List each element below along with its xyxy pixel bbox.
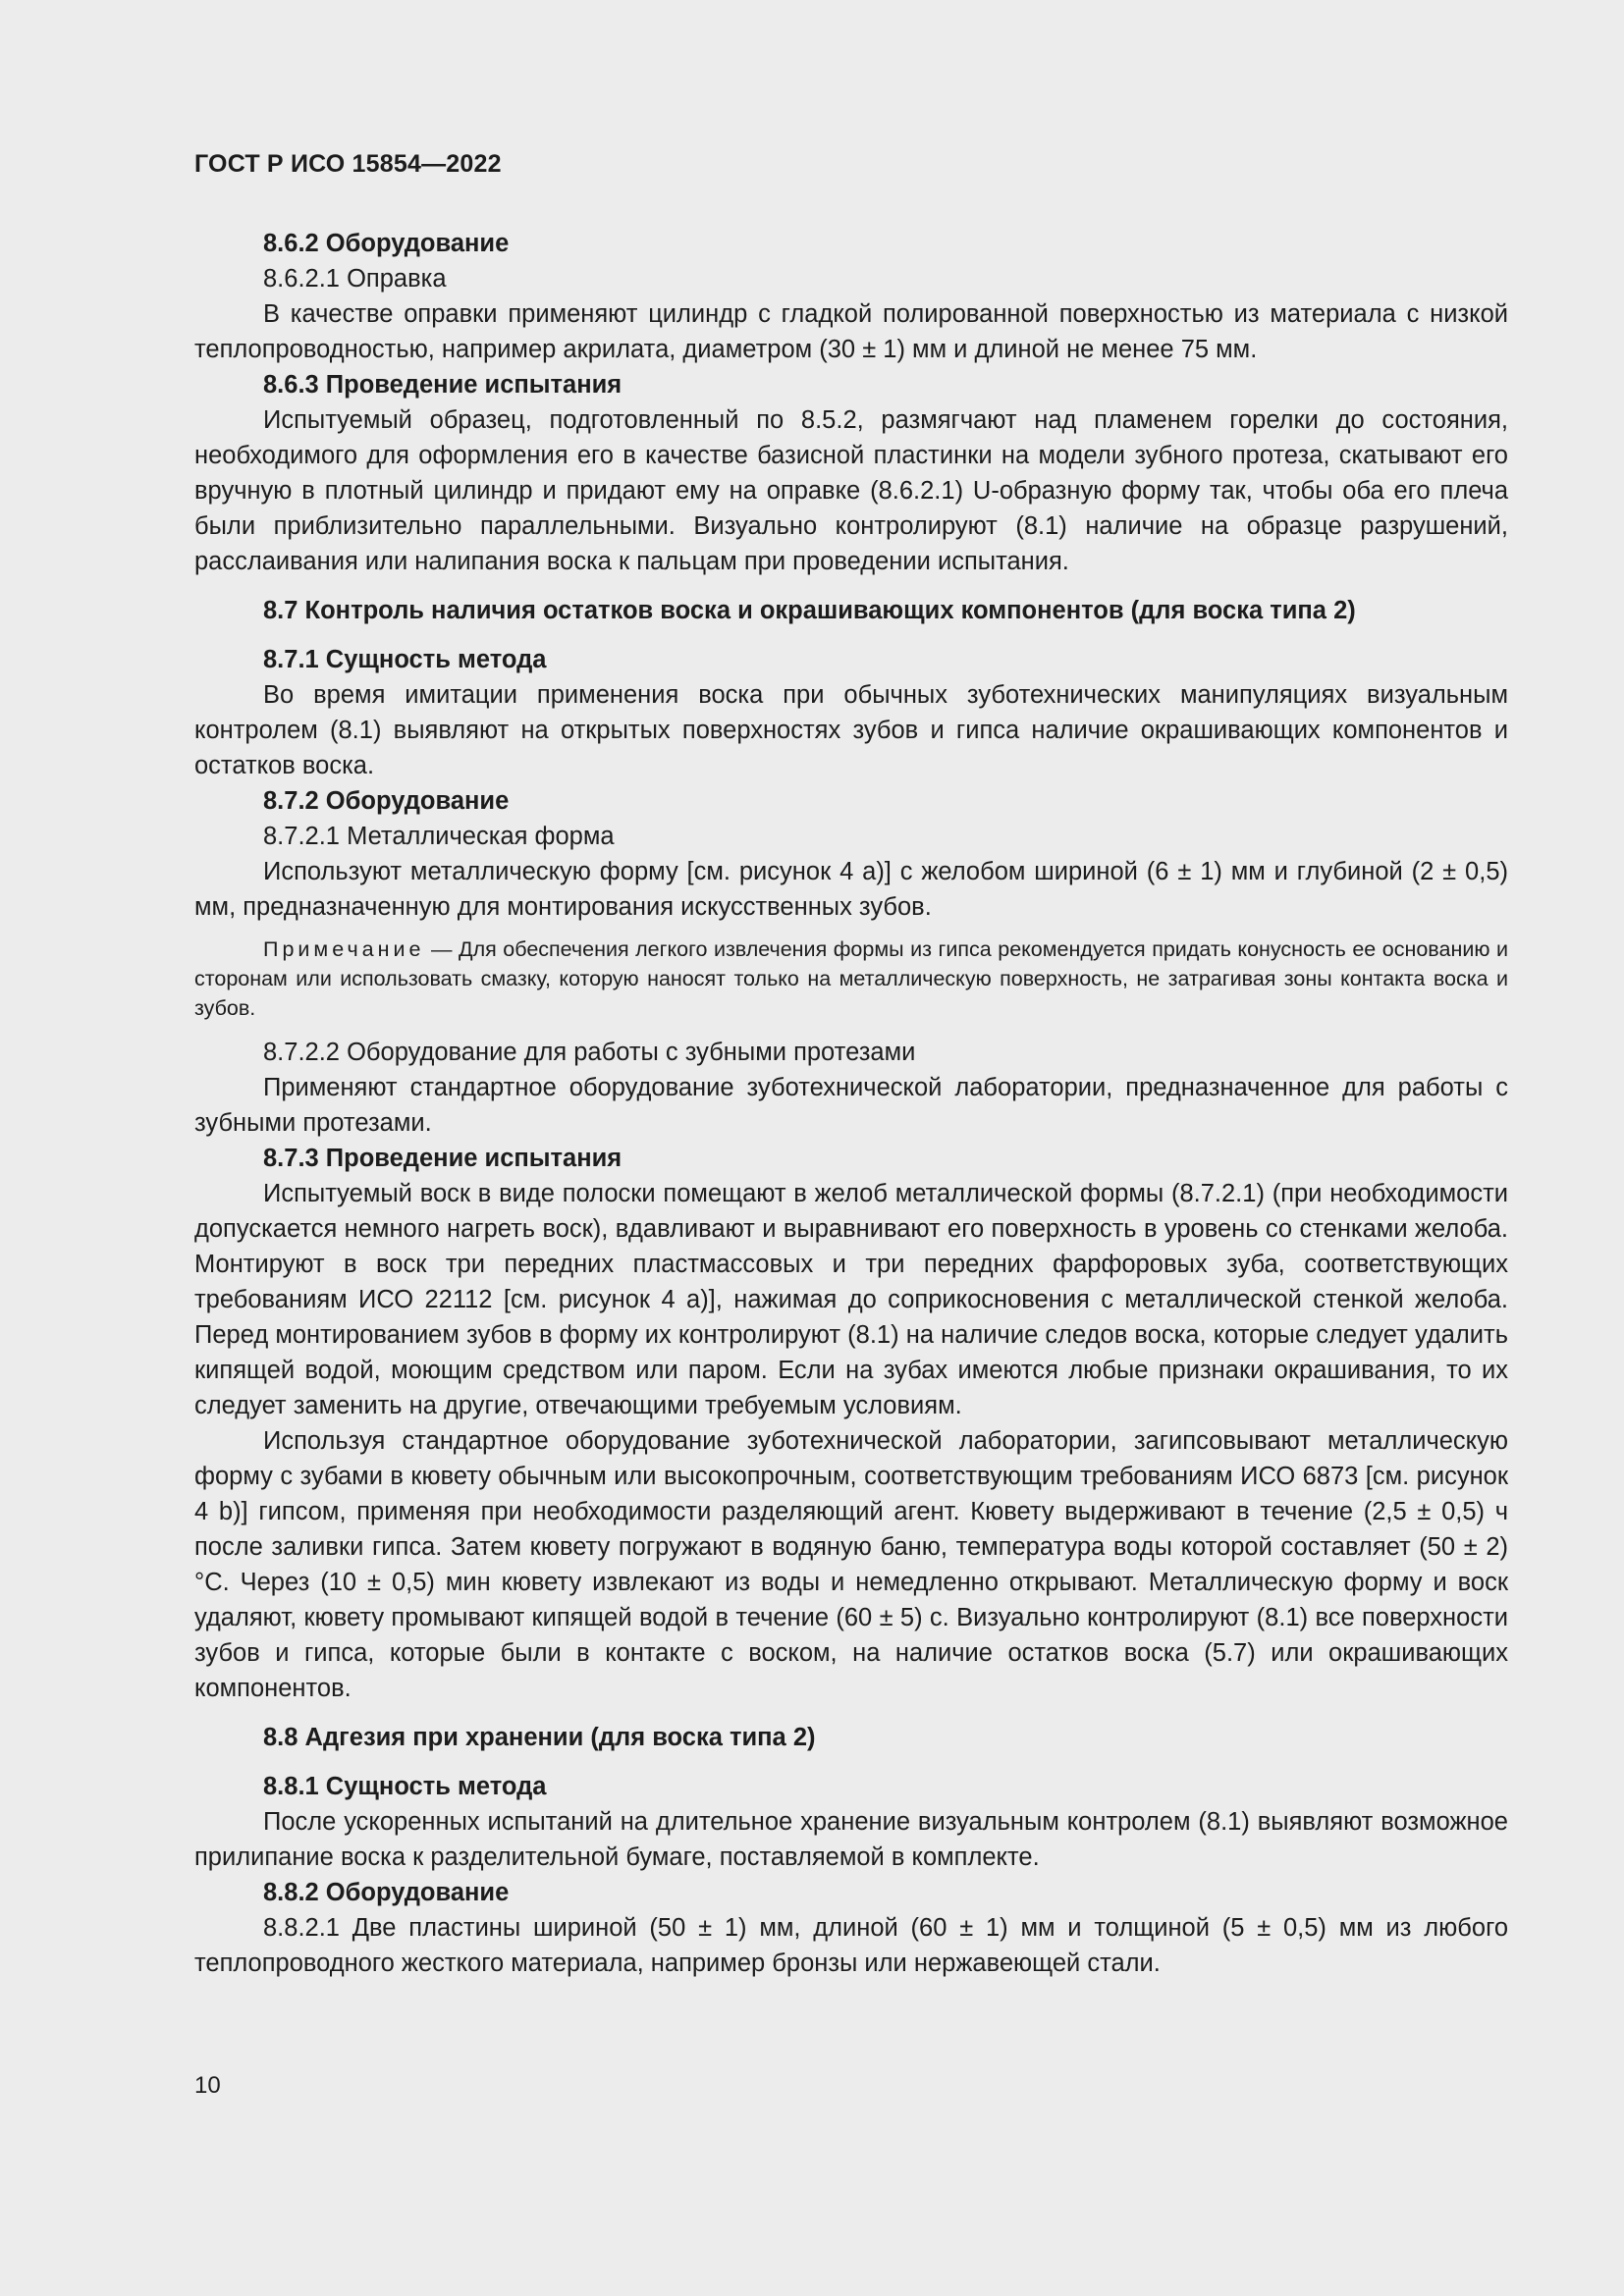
heading-8-7-2: 8.7.2 Оборудование [263, 787, 510, 815]
note-paragraph [194, 934, 1508, 1023]
document-header: ГОСТ Р ИСО 15854—2022 [194, 150, 502, 178]
subheading-8-7-2-2: 8.7.2.2 Оборудование для работы с зубными протезами [263, 1039, 916, 1066]
heading-8-6-3: 8.6.3 Проведение испытания [263, 371, 623, 399]
body-paragraph: После ускоренных испытаний на длительное хранение визуальным контролем (8.1) выявляют возможное прилипание воска к разделительной бумаге, поставляемой в комплекте. [194, 1808, 1508, 1871]
note-text: — Для обеспечения легкого извлечения формы из гипса рекомендуется придать конусность ее основанию и сторонам или использовать смазку, которую наносят только на металлическую поверхность, не затрагивая зоны контакта воска и зубов. [194, 937, 1508, 1020]
note-label: Примечание [263, 937, 425, 961]
body-paragraph: Используют металлическую форму [см. рисунок 4 а)] с желобом шириной (6 ± 1) мм и глубиной (2 ± 0,5) мм, предназначенную для монтирования искусственных зубов. [194, 858, 1508, 921]
heading-8-7-3: 8.7.3 Проведение испытания [263, 1145, 623, 1172]
body-paragraph: Испытуемый образец, подготовленный по 8.5.2, размягчают над пламенем горелки до состояния, необходимого для оформления его в качестве базисной пластинки на модели зубного протеза, скатывают его вручную в плотный цилиндр и придают ему на оправке (8.6.2.1) U-образную форму так, чтобы оба его плеча были приблизительно параллельными. Визуально контролируют (8.1) наличие на образце разрушений, расслаивания или налипания воска к пальцам при проведении испытания. [194, 406, 1508, 575]
body-paragraph: Применяют стандартное оборудование зуботехнической лаборатории, предназначенное для работы с зубными протезами. [194, 1074, 1508, 1137]
subheading-8-7-2-1: 8.7.2.1 Металлическая форма [263, 823, 615, 850]
section-heading-8-8: 8.8 Адгезия при хранении (для воска типа 2) [263, 1724, 816, 1751]
subheading-8-6-2-1: 8.6.2.1 Оправка [263, 265, 447, 293]
body-paragraph: В качестве оправки применяют цилиндр с гладкой полированной поверхностью из материала с низкой теплопроводностью, например акрилата, диаметром (30 ± 1) мм и длиной не менее 75 мм. [194, 300, 1508, 363]
body-paragraph: Во время имитации применения воска при обычных зуботехнических манипуляциях визуальным контролем (8.1) выявляют на открытых поверхностях зубов и гипса наличие окрашивающих компонентов и остатков воска. [194, 681, 1508, 779]
body-paragraph: Испытуемый воск в виде полоски помещают в желоб металлической формы (8.7.2.1) (при необходимости допускается немного нагреть воск), вдавливают и выравнивают его поверхность в уровень со стенками желоба. Монтируют в воск три передних пластмассовых и три передних фарфоровых зуба, соответствующих требованиям ИСО 22112 [см. рисунок 4 а)], нажимая до соприкосновения с металлической стенкой желоба. Перед монтированием зубов в форму их контролируют (8.1) на наличие следов воска, которые следует удалить кипящей водой, моющим средством или паром. Если на зубах имеются любые признаки окрашивания, то их следует заменить на другие, отвечающими требуемым условиям. [194, 1180, 1508, 1419]
heading-8-7-1: 8.7.1 Сущность метода [263, 646, 547, 673]
heading-8-8-2: 8.8.2 Оборудование [263, 1879, 510, 1906]
body-paragraph: Используя стандартное оборудование зуботехнической лаборатории, загипсовывают металлическую форму с зубами в кювету обычным или высокопрочным, соответствующим требованиям ИСО 6873 [см. рисунок 4 b)] гипсом, применяя при необходимости разделяющий агент. Кювету выдерживают в течение (2,5 ± 0,5) ч после заливки гипса. Затем кювету погружают в водяную баню, температура воды которой составляет (50 ± 2) °С. Через (10 ± 0,5) мин кювету извлекают из воды и немедленно открывают. Металлическую форму и воск удаляют, кювету промывают кипящей водой в течение (60 ± 5) с. Визуально контролируют (8.1) все поверхности зубов и гипса, которые были в контакте с воском, на наличие остатков воска (5.7) или окрашивающих компонентов. [194, 1427, 1508, 1702]
document-body [194, 226, 1508, 1981]
body-paragraph: 8.8.2.1 Две пластины шириной (50 ± 1) мм, длиной (60 ± 1) мм и толщиной (5 ± 0,5) мм из любого теплопроводного жесткого материала, например бронзы или нержавеющей стали. [194, 1914, 1508, 1977]
section-heading-8-7: 8.7 Контроль наличия остатков воска и окрашивающих компонентов (для воска типа 2) [263, 597, 1356, 624]
page-number: 10 [194, 2072, 221, 2099]
heading-8-6-2: 8.6.2 Оборудование [263, 230, 510, 257]
heading-8-8-1: 8.8.1 Сущность метода [263, 1773, 547, 1800]
document-page [194, 147, 1508, 2110]
